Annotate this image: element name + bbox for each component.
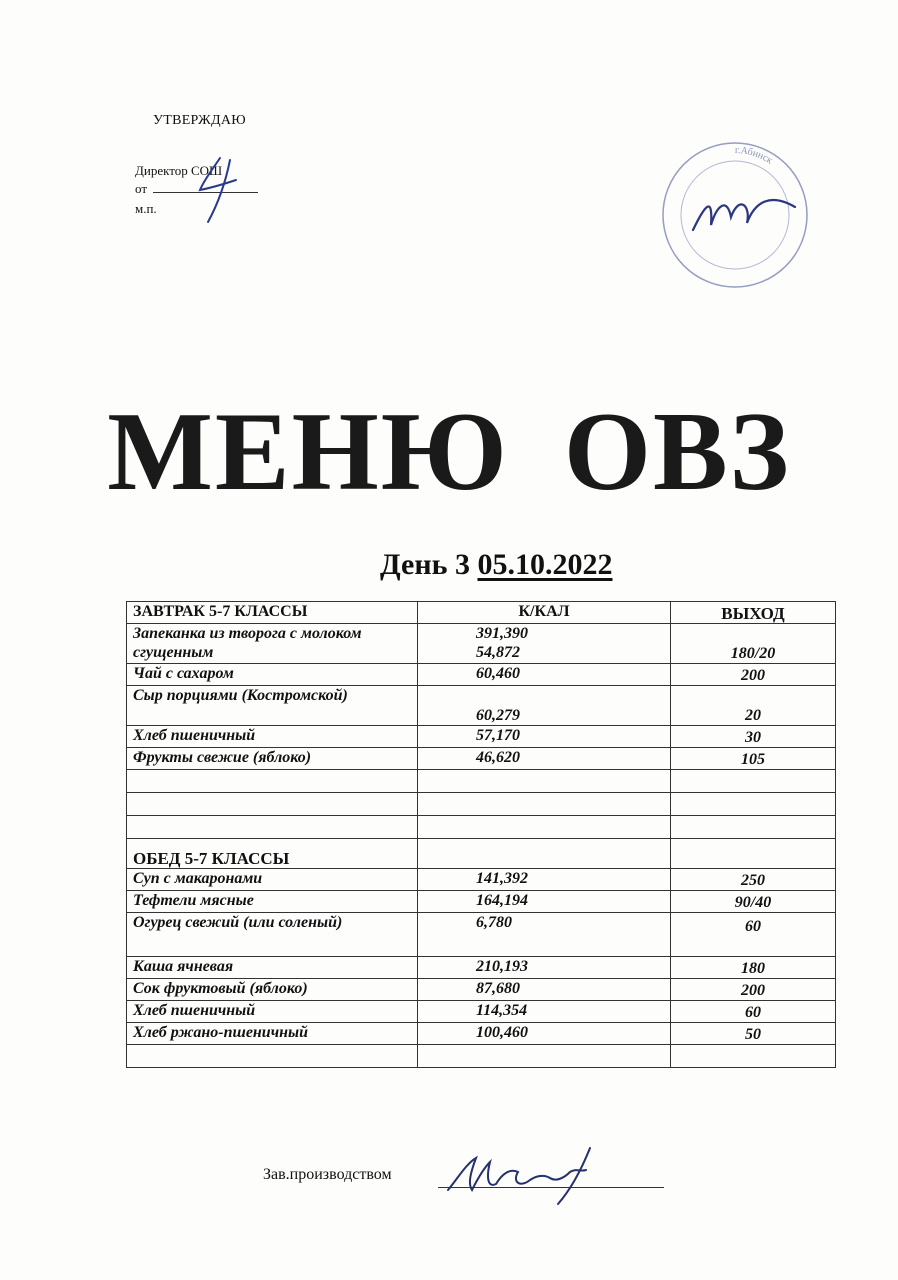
dish-name: Запеканка из творога с молоком сгущенным	[127, 624, 418, 664]
table-row	[127, 957, 836, 979]
table-row	[127, 1001, 836, 1023]
dish-name: Тефтели мясные	[127, 891, 418, 913]
page-title	[0, 388, 898, 517]
menu-table	[126, 601, 836, 1068]
table-row	[127, 913, 836, 957]
table-row	[127, 726, 836, 748]
dish-output: 180	[671, 957, 836, 979]
dish-kcal: 46,620	[418, 748, 671, 770]
day-line	[380, 548, 612, 582]
dish-kcal: 60,460	[418, 664, 671, 686]
table-row	[127, 624, 836, 664]
empty-row	[127, 793, 836, 816]
dish-output: 20	[671, 686, 836, 726]
dish-output: 180/20	[671, 624, 836, 664]
dish-name: Суп с макаронами	[127, 869, 418, 891]
dish-output: 50	[671, 1023, 836, 1045]
dish-kcal: 100,460	[418, 1023, 671, 1045]
stamp-ring-text: г.Абинск	[734, 144, 775, 167]
title-word-ovz: ОВЗ	[563, 390, 791, 514]
dish-output: 60	[671, 1001, 836, 1023]
dish-kcal: 87,680	[418, 979, 671, 1001]
dish-kcal: 391,390 54,872	[418, 624, 671, 664]
table-row	[127, 979, 836, 1001]
dish-name: Хлеб пшеничный	[127, 726, 418, 748]
empty-row	[127, 1045, 836, 1068]
table-row	[127, 891, 836, 913]
dish-kcal: 6,780	[418, 913, 671, 957]
approval-title: УТВЕРЖДАЮ	[153, 113, 246, 128]
table-row	[127, 664, 836, 686]
from-label: от	[135, 181, 148, 196]
output-header: ВЫХОД	[671, 602, 836, 624]
dish-output: 60	[671, 913, 836, 957]
table-header-row	[127, 602, 836, 624]
breakfast-section-header: ЗАВТРАК 5-7 КЛАССЫ	[127, 602, 418, 624]
empty-row	[127, 816, 836, 839]
dish-name: Сок фруктовый (яблоко)	[127, 979, 418, 1001]
dish-name: Сыр порциями (Костромской)	[127, 686, 418, 726]
dish-output: 105	[671, 748, 836, 770]
manager-signature	[440, 1138, 640, 1208]
dish-name: Хлеб пшеничный	[127, 1001, 418, 1023]
director-label: Директор СОШ	[135, 163, 223, 178]
day-date: 05.10.2022	[477, 548, 613, 581]
seal-label: м.п.	[135, 201, 157, 216]
dish-output: 30	[671, 726, 836, 748]
dish-kcal: 141,392	[418, 869, 671, 891]
dish-kcal: 114,354	[418, 1001, 671, 1023]
kcal-header: К/КАЛ	[418, 602, 671, 624]
dish-name: Чай с сахаром	[127, 664, 418, 686]
dish-output: 200	[671, 664, 836, 686]
day-label: День 3	[380, 548, 470, 581]
lunch-section-header: ОБЕД 5-7 КЛАССЫ	[127, 839, 418, 869]
table-row	[127, 686, 836, 726]
dish-kcal: 210,193	[418, 957, 671, 979]
round-stamp	[655, 135, 815, 305]
table-row	[127, 1023, 836, 1045]
dish-name: Огурец свежий (или соленый)	[127, 913, 418, 957]
title-word-menu: МЕНЮ	[107, 390, 509, 514]
dish-output: 250	[671, 869, 836, 891]
production-manager-label: Зав.производством	[263, 1166, 392, 1183]
dish-kcal: 57,170	[418, 726, 671, 748]
director-signature	[190, 150, 260, 230]
empty-row	[127, 770, 836, 793]
dish-name: Хлеб ржано-пшеничный	[127, 1023, 418, 1045]
dish-kcal: 164,194	[418, 891, 671, 913]
dish-name: Каша ячневая	[127, 957, 418, 979]
table-row	[127, 748, 836, 770]
dish-output: 200	[671, 979, 836, 1001]
dish-output: 90/40	[671, 891, 836, 913]
table-row	[127, 869, 836, 891]
lunch-section-row	[127, 839, 836, 869]
dish-kcal: 60,279	[418, 686, 671, 726]
dish-name: Фрукты свежие (яблоко)	[127, 748, 418, 770]
